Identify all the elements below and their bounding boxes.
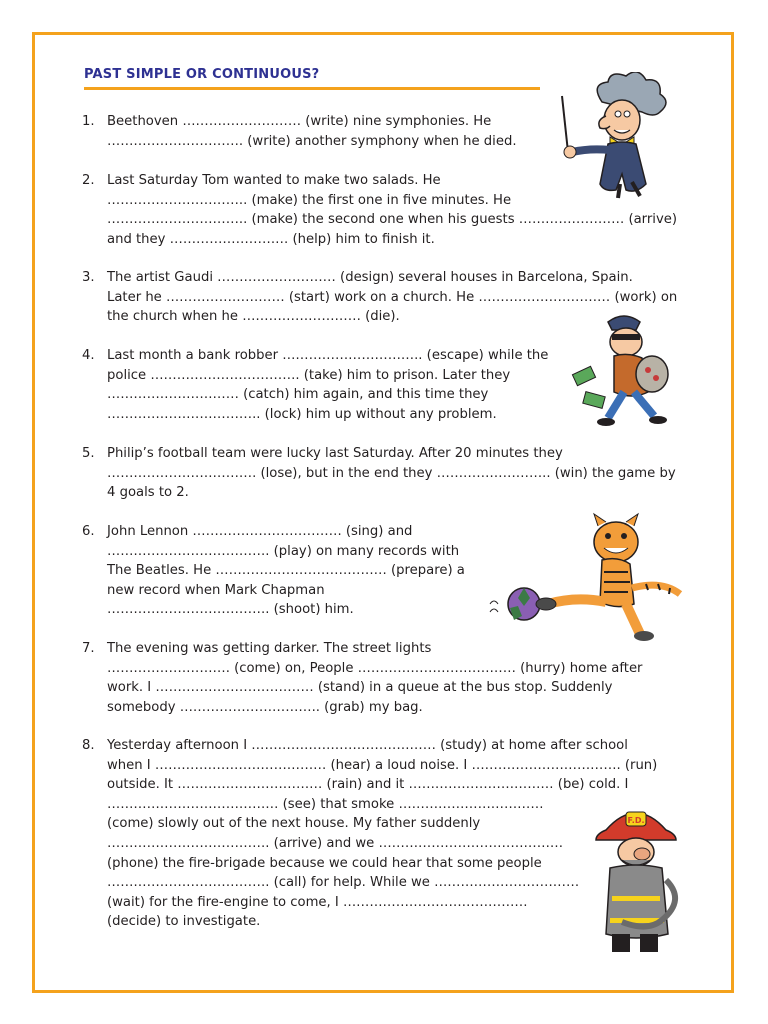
exercise-line: Yesterday afternoon I …………………………………… (study) at home after school	[107, 738, 628, 753]
firefighter-illustration	[582, 800, 692, 960]
tiger-football-illustration	[486, 508, 686, 648]
exercise-line: somebody ………………………….. (grab) my bag.	[107, 699, 423, 715]
exercise-line: The artist Gaudi ……………………… (design) several houses in Barcelona, Spain.	[107, 270, 633, 285]
exercise-line: the church when he ……………………… (die).	[107, 309, 400, 325]
exercise-line: (wait) for the fire-engine to come, I ……………………………………	[107, 894, 528, 910]
exercise-line: ………………………………… (see) that smoke ……………………………	[107, 796, 544, 812]
exercise-line: 4 goals to 2.	[107, 485, 189, 501]
exercise-line: Later he ……………………… (start) work on a church. He ………………………… (work) on	[107, 289, 678, 305]
exercise-line: work. I ……………………………… (stand) in a queue at the bus stop. Suddenly	[107, 680, 613, 696]
exercise-line: ………………………… (catch) him again, and this time they	[107, 387, 489, 403]
exercise-line: outside. It …………………………… (rain) and it …………………………… (be) cold. I	[107, 777, 629, 793]
exercise-number: 7.	[82, 641, 95, 656]
exercise-line: and they ……………………… (help) him to finish it.	[107, 231, 435, 247]
exercise-line: John Lennon ……………………………. (sing) and	[107, 524, 413, 539]
exercise-line: ………………………….. (make) the first one in five minutes. He	[107, 192, 512, 208]
exercise-line: Philip’s football team were lucky last Saturday. After 20 minutes they	[107, 446, 563, 461]
exercise-number: 3.	[82, 270, 95, 285]
exercise-line: ………………………………. (play) on many records with	[107, 543, 460, 559]
exercise-number: 1.	[82, 114, 95, 129]
exercise-number: 4.	[82, 348, 95, 363]
helmet-badge-text: F.D.	[627, 816, 645, 825]
exercise-number: 8.	[82, 738, 95, 753]
exercise-number: 6.	[82, 524, 95, 539]
exercise-line: (decide) to investigate.	[107, 914, 261, 930]
exercise-line: ………………………………. (shoot) him.	[107, 602, 354, 618]
exercise-line: ………………………….. (make) the second one when his guests …………………… (arrive)	[107, 212, 678, 228]
exercise-line: (phone) the fire-brigade because we could hear that some people	[107, 855, 542, 871]
exercise-number: 2.	[82, 173, 95, 188]
exercise-line: …………………………….. (lock) him up without any problem.	[107, 406, 497, 422]
exercise-number: 5.	[82, 446, 95, 461]
exercise-line: …………………………. (write) another symphony when he died.	[107, 133, 517, 149]
exercise-line: ……………………………. (lose), but in the end they …………………….. (win) the game by	[107, 465, 676, 481]
exercise-line: ………………………. (come) on, People ……………………………… (hurry) home after	[107, 660, 643, 676]
exercise-line: new record when Mark Chapman	[107, 582, 325, 598]
exercise-line: Beethoven ……………………… (write) nine symphonies. He	[107, 114, 492, 129]
exercise-line: The Beatles. He ………………………………… (prepare) a	[107, 563, 465, 579]
exercise-line: ………………………………. (call) for help. While we ……………………………	[107, 875, 580, 891]
bank-robber-illustration	[568, 308, 698, 438]
exercise-line: The evening was getting darker. The street lights	[107, 641, 432, 656]
title-underline	[84, 87, 540, 90]
composer-illustration	[548, 72, 688, 202]
exercise-line: ………………………………. (arrive) and we ……………………………………	[107, 836, 564, 851]
exercise-line: when I ………………………………… (hear) a loud noise. I ……………………………. (run)	[107, 757, 658, 773]
exercise-line: Last Saturday Tom wanted to make two salads. He	[107, 173, 441, 188]
page-title: PAST SIMPLE OR CONTINUOUS?	[84, 67, 320, 82]
exercise-line: police ……………………………. (take) him to prison. Later they	[107, 367, 511, 383]
exercise-line: (come) slowly out of the next house. My father suddenly	[107, 816, 481, 832]
exercise-line: Last month a bank robber ………………………….. (escape) while the	[107, 348, 549, 363]
